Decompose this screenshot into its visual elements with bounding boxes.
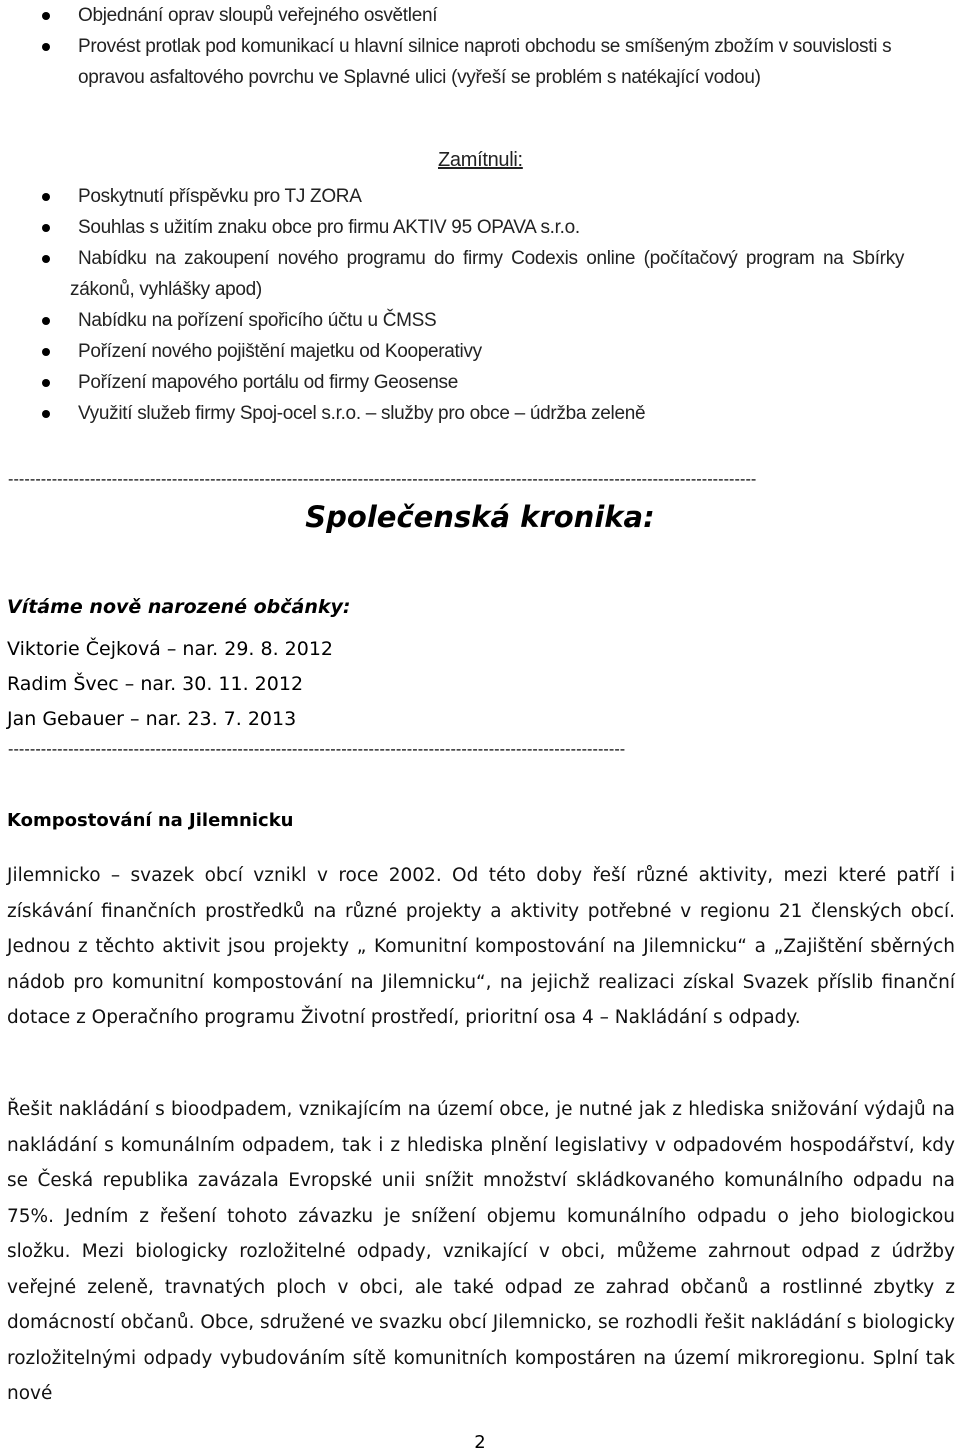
list-item: Pořízení mapového portálu od firmy Geosense <box>40 367 960 398</box>
list-item: Nabídku na pořízení spořicího účtu u ČMSS <box>40 305 960 336</box>
subsection-title: Vítáme nově narozené občánky: <box>7 596 351 618</box>
list-item: Souhlas s užitím znaku obce pro firmu AKTIV 95 OPAVA s.r.o. <box>40 212 960 243</box>
list-item: Provést protlak pod komunikací u hlavní silnice naproti obchodu se smíšeným zbožím v souvislosti s opravou asfaltového povrchu ve Splavné ulici (vyřeší se problém s natékající vodou) <box>40 31 960 93</box>
page-number: 2 <box>474 1432 486 1453</box>
list-item: Poskytnutí příspěvku pro TJ ZORA <box>40 181 960 212</box>
separator-line: ----------------------------------------------------------------------------------------------------------------------------------------- <box>8 470 757 488</box>
list-item: Využití služeb firmy Spoj-ocel s.r.o. – služby pro obce – údržba zeleně <box>40 398 960 429</box>
birth-entry: Jan Gebauer – nar. 23. 7. 2013 <box>7 708 297 730</box>
section-title: Společenská kronika: <box>305 500 655 534</box>
births-list <box>7 632 333 737</box>
birth-entry: Radim Švec – nar. 30. 11. 2012 <box>7 673 304 695</box>
birth-entry: Viktorie Čejková – nar. 29. 8. 2012 <box>7 638 334 660</box>
separator-line: ----------------------------------------------------------------------------------------------------------------- <box>8 740 626 758</box>
rejected-items-list <box>40 181 960 429</box>
article-title: Kompostování na Jilemnicku <box>7 810 294 831</box>
rejected-heading: Zamítnuli: <box>438 149 523 171</box>
list-item <box>40 243 960 305</box>
list-item-line: Nabídku na zakoupení nového programu do firmy Codexis online (počítačový program na Sbírky <box>78 248 905 269</box>
list-item: Pořízení nového pojištění majetku od Kooperativy <box>40 336 960 367</box>
list-item: Objednání oprav sloupů veřejného osvětlení <box>40 0 960 31</box>
approved-items-list <box>40 0 960 93</box>
article-paragraph: Jilemnicko – svazek obcí vznikl v roce 2002. Od této doby řeší různé aktivity, mezi které patří i získávání finančních prostředků na různé projekty a aktivity potřebné v regionu 21 členských obcí. Jednou z těchto aktivit jsou projekty „ Komunitní kompostování na Jilemnicku“ a „Zajištění sběrných nádob pro komunitní kompostování na Jilemnicku“, na jejichž realizaci získal Svazek příslib finanční dotace z Operačního programu Životní prostředí, prioritní osa 4 – Nakládání s odpady. <box>7 865 955 1028</box>
list-item-line: zákonů, vyhlášky apod) <box>70 279 262 300</box>
article-paragraph: Řešit nakládání s bioodpadem, vznikajícím na území obce, je nutné jak z hlediska snižování výdajů na nakládání s komunálním odpadem, tak i z hlediska plnění legislativy v odpadovém hospodářství, kdy se Česká republika zavázala Evropské unii snížit množství skládkovaného komunálního odpadu na 75%. Jedním z řešení tohoto závazku je snížení objemu komunálního odpadu o jeho biologickou složku. Mezi biologicky rozložitelné odpady, vznikající v obci, můžeme zahrnout odpad z údržby veřejné zeleně, travnatých ploch v obci, ale také odpad ze zahrad občanů a rostlinné zbytky z domácností občanů. Obce, sdružené ve svazku obcí Jilemnicko, se rozhodli řešit nakládání s biologicky rozložitelnými odpady vybudováním sítě komunitních kompostáren na území mikroregionu. Splní tak nové <box>7 1099 955 1404</box>
